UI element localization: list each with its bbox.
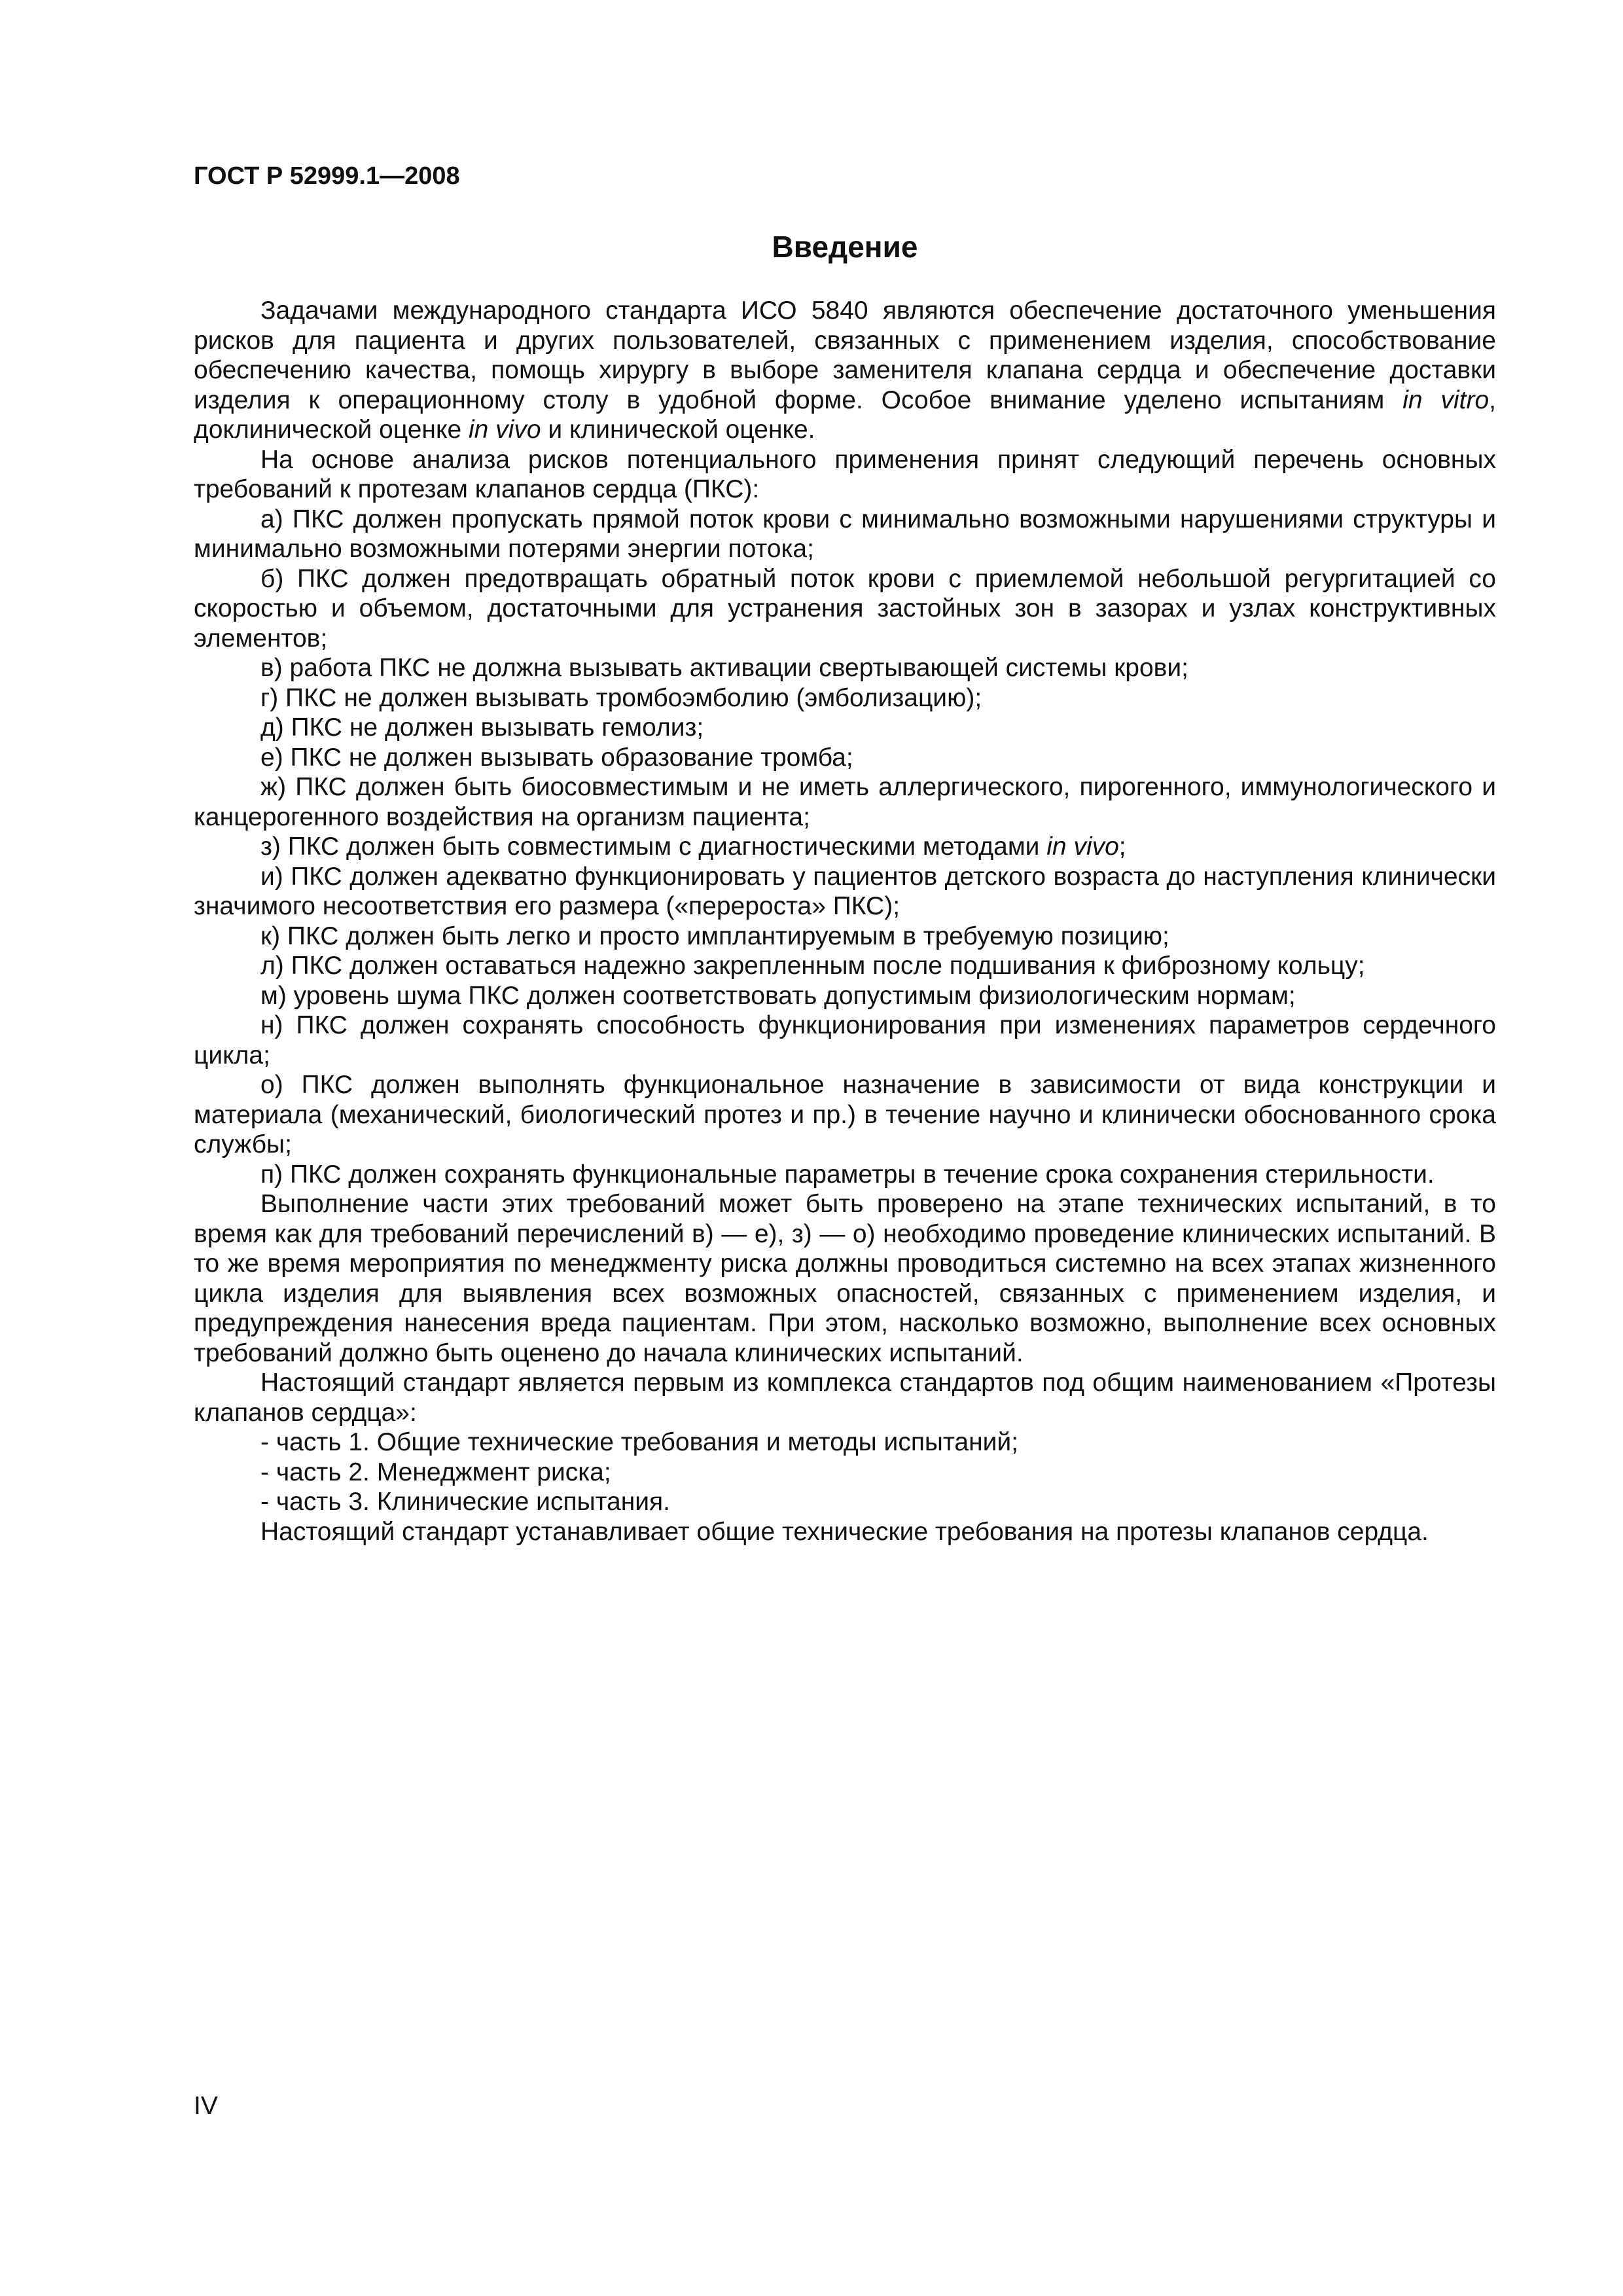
text-run: в) работа ПКС не должна вызывать активации свертывающей системы крови; — [260, 654, 1188, 682]
text-run: г) ПКС не должен вызывать тромбоэмболию (эмболизацию); — [260, 683, 982, 712]
paragraph — [194, 445, 1496, 505]
text-run: п) ПКС должен сохранять функциональные параметры в течение срока сохранения стерильности. — [260, 1160, 1435, 1189]
italic-term: in vitro — [1402, 386, 1489, 414]
text-run: , доклинической оценке — [194, 386, 1496, 444]
text-run: и) ПКС должен адекватно функционировать у пациентов детского возраста до наступления клинически значимого несоответствия его размера («перероста» ПКС); — [194, 862, 1496, 920]
text-run: а) ПКС должен пропускать прямой поток крови с минимально возможными нарушениями структуры и минимально возможными потерями энергии потока; — [194, 505, 1496, 563]
text-run: Настоящий стандарт является первым из комплекса стандартов под общим наименованием «Протезы клапанов сердца»: — [194, 1369, 1496, 1427]
paragraph — [194, 653, 1496, 683]
text-run: - часть 1. Общие технические требования и методы испытаний; — [260, 1428, 1019, 1456]
text-run: з) ПКС должен быть совместимым с диагностическими методами — [260, 833, 1047, 861]
paragraph — [194, 1368, 1496, 1427]
text-run: е) ПКС не должен вызывать образование тромба; — [260, 743, 853, 772]
paragraph — [194, 564, 1496, 654]
text-run: ж) ПКС должен быть биосовместимым и не иметь аллергического, пирогенного, иммунологического и канцерогенного воздействия на организм пациента; — [194, 773, 1496, 831]
text-run: ; — [1118, 833, 1126, 861]
paragraph — [194, 832, 1496, 862]
text-run: Настоящий стандарт устанавливает общие технические требования на протезы клапанов сердца. — [260, 1517, 1429, 1546]
paragraph — [194, 981, 1496, 1011]
paragraph — [194, 713, 1496, 743]
text-run: д) ПКС не должен вызывать гемолиз; — [260, 713, 704, 742]
text-run: н) ПКС должен сохранять способность функционирования при изменениях параметров сердечного цикла; — [194, 1011, 1496, 1069]
text-run: Выполнение части этих требований может быть проверено на этапе технических испытаний, в то время как для требований перечислений в) — е), з) — о) необходимо проведение клинических испытаний. В то же время мероприятия по менеджменту риска должны проводиться системно на всех этапах жизненного цикла изделия для выявления всех возможных опасностей, связанных с применением изделия, и предупреждения нанесения вреда пациентам. При этом, насколько возможно, выполнение всех основных требований должно быть оценено до начала клинических испытаний. — [194, 1190, 1496, 1367]
paragraph — [194, 1517, 1496, 1547]
paragraph — [194, 505, 1496, 564]
text-run: и клинической оценке. — [541, 416, 815, 444]
paragraph — [194, 862, 1496, 922]
paragraph — [194, 951, 1496, 981]
text-run: б) ПКС должен предотвращать обратный поток крови с приемлемой небольшой регургитацией со скоростью и объемом, достаточными для устранения застойных зон в зазорах и узлах конструктивных элементов; — [194, 564, 1496, 653]
text-run: Задачами международного стандарта ИСО 5840 являются обеспечение достаточного уменьшения рисков для пациента и других пользователей, связанных с применением изделия, способствование обеспечению качества, помощь хирургу в выборе заменителя клапана сердца и обеспечение доставки изделия к операционному столу в удобной форме. Особое внимание уделено испытаниям — [194, 296, 1496, 414]
text-run: - часть 3. Клинические испытания. — [260, 1488, 670, 1516]
text-run: - часть 2. Менеджмент риска; — [260, 1458, 611, 1486]
document-code-header: ГОСТ Р 52999.1—2008 — [194, 162, 460, 190]
paragraph — [194, 1011, 1496, 1070]
body-text — [194, 296, 1496, 1547]
paragraph — [194, 683, 1496, 713]
paragraph — [194, 922, 1496, 952]
list-item — [194, 1458, 1496, 1488]
paragraph — [194, 1189, 1496, 1368]
list-item — [194, 1487, 1496, 1517]
text-run: л) ПКС должен оставаться надежно закрепленным после подшивания к фиброзному кольцу; — [260, 952, 1365, 980]
list-item — [194, 1427, 1496, 1458]
italic-term: in vivo — [468, 416, 541, 444]
paragraph — [194, 1070, 1496, 1160]
paragraph — [194, 743, 1496, 773]
text-run: м) уровень шума ПКС должен соответствовать допустимым физиологическим нормам; — [260, 981, 1296, 1010]
text-run: о) ПКС должен выполнять функциональное назначение в зависимости от вида конструкции и материала (механический, биологический протез и пр.) в течение научно и клинически обоснованного срока службы; — [194, 1071, 1496, 1158]
text-run: к) ПКС должен быть легко и просто имплантируемым в требуемую позицию; — [260, 922, 1169, 950]
italic-term: in vivo — [1046, 833, 1119, 861]
paragraph — [194, 296, 1496, 445]
section-title: Введение — [772, 230, 918, 264]
paragraph — [194, 772, 1496, 832]
paragraph — [194, 1160, 1496, 1190]
text-run: На основе анализа рисков потенциального применения принят следующий перечень основных требований к протезам клапанов сердца (ПКС): — [194, 445, 1496, 503]
page-number: IV — [194, 2092, 218, 2120]
